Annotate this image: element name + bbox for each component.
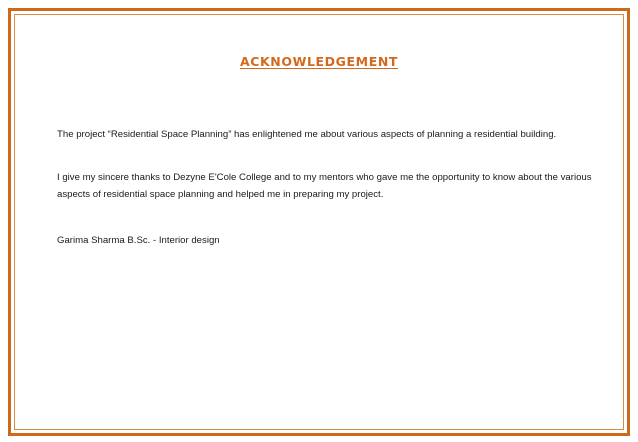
page-inner-border (14, 14, 624, 430)
author-signature-line: Garima Sharma B.Sc. - Interior design (57, 235, 220, 246)
page-title-text: ACKNOWLEDGEMENT (239, 54, 399, 69)
paragraph-project-intro: The project “Residential Space Planning” has enlightened me about various aspects of planning a residential building. (57, 129, 557, 140)
paragraph-thanks: I give my sincere thanks to Dezyne E'Cole College and to my mentors who gave me the opportunity to know about the various aspects of residential space planning and helped me in preparing my project. (57, 172, 592, 200)
page-title (0, 54, 638, 69)
